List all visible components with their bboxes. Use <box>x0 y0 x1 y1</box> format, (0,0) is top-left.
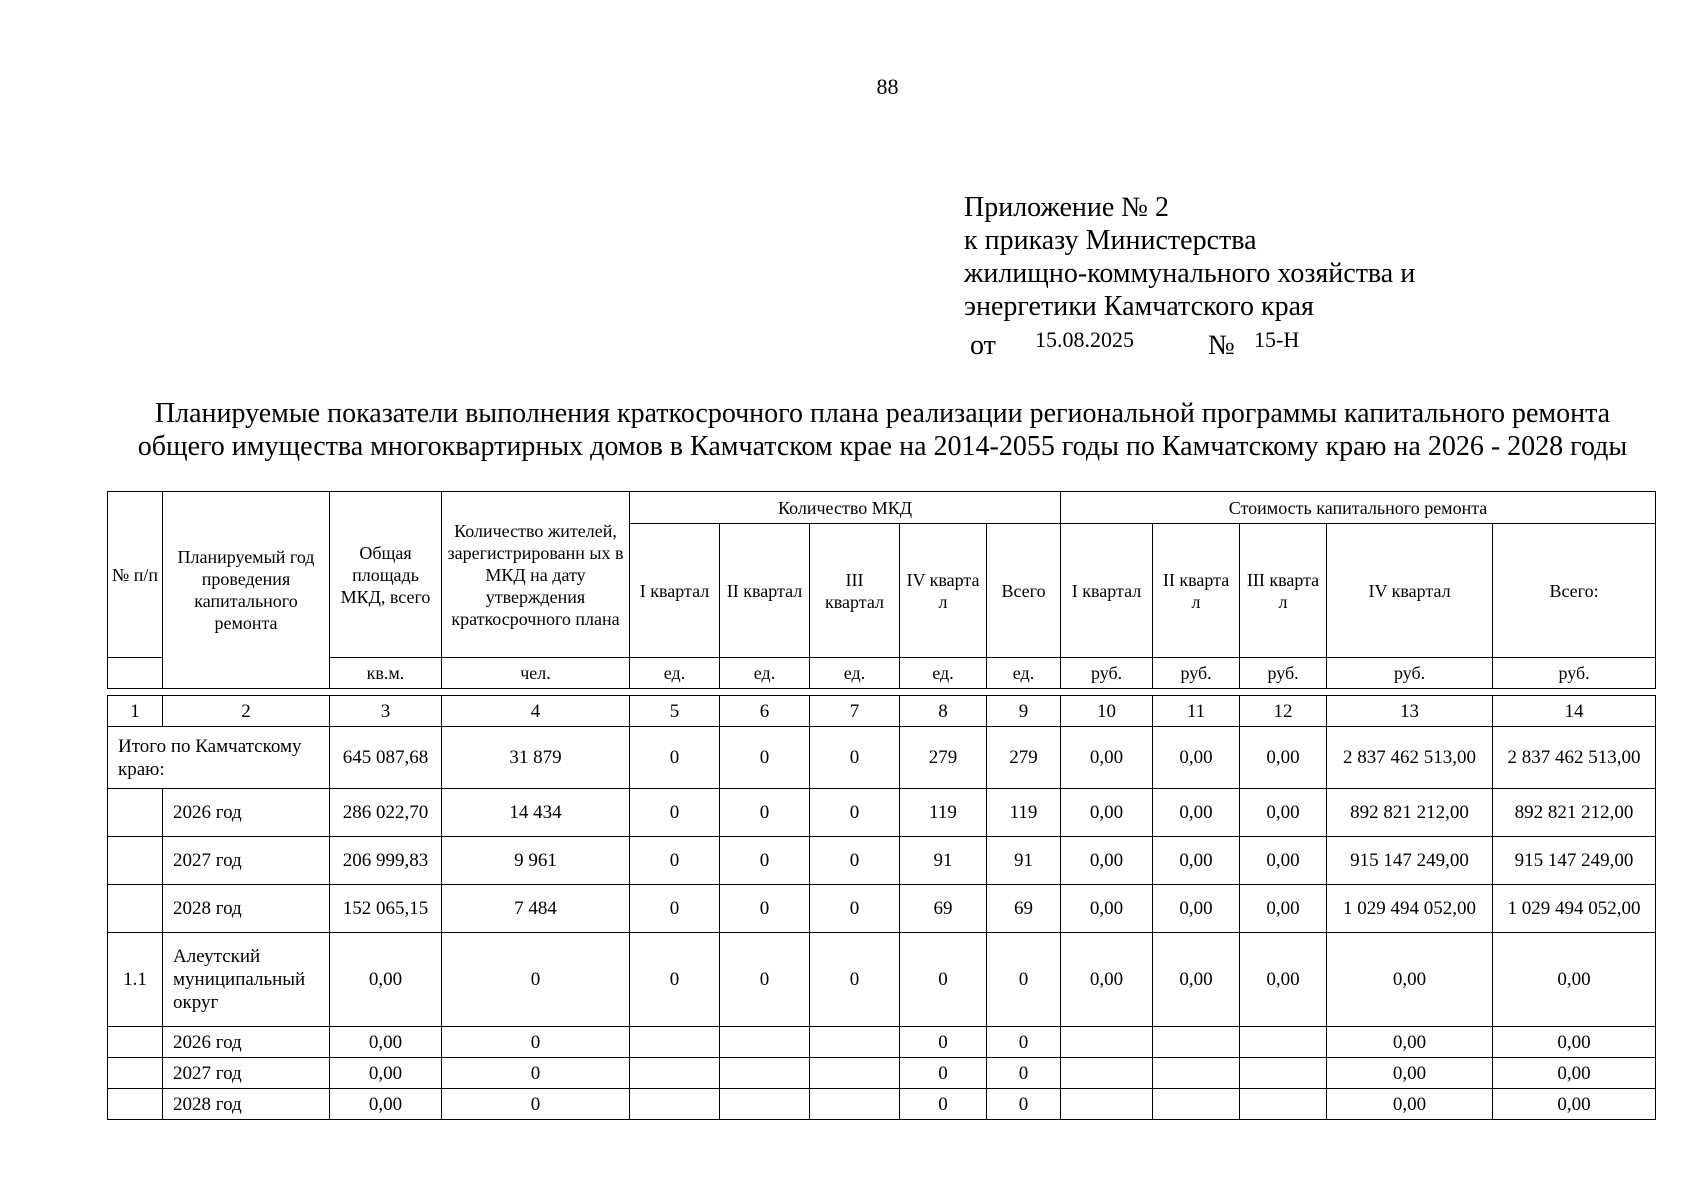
unit-cell: руб. <box>1493 658 1656 689</box>
header-mkd-group: Количество МКД <box>630 492 1061 524</box>
cell-cost-q2 <box>1153 1089 1240 1120</box>
unit-cell: руб. <box>1240 658 1327 689</box>
unit-cell: ед. <box>720 658 810 689</box>
header-mkd-q4: IV кварта л <box>900 524 987 658</box>
cell-mkd-q1: 0 <box>630 933 720 1027</box>
total-cost-q3: 0,00 <box>1240 727 1327 789</box>
total-residents: 31 879 <box>442 727 630 789</box>
cell-cost-q1 <box>1061 1058 1153 1089</box>
header-cost-group: Стоимость капитального ремонта <box>1061 492 1656 524</box>
cell-residents: 9 961 <box>442 837 630 885</box>
cell-mkd-q4: 0 <box>900 1089 987 1120</box>
appendix-line: энергетики Камчатского края <box>964 291 1314 322</box>
table-row <box>108 837 1656 885</box>
header-mkd-total: Всего <box>987 524 1061 658</box>
cell-cost-total: 0,00 <box>1493 933 1656 1027</box>
cell-residents: 7 484 <box>442 885 630 933</box>
cell-cost-q4: 1 029 494 052,00 <box>1327 885 1493 933</box>
cell-cost-q3 <box>1240 1027 1327 1058</box>
cell-mkd-q1: 0 <box>630 885 720 933</box>
title-line-2: общего имущества многоквартирных домов в Камчатском крае на 2014-2055 годы по Камчатскому краю на 2026 - 2028 годы <box>137 431 1628 462</box>
cell-cost-q4: 0,00 <box>1327 933 1493 1027</box>
cell-mkd-total: 0 <box>987 1089 1061 1120</box>
total-cost-q1: 0,00 <box>1061 727 1153 789</box>
cell-cost-q2 <box>1153 1058 1240 1089</box>
table-row <box>108 933 1656 1027</box>
cell-mkd-total: 0 <box>987 933 1061 1027</box>
cell-mkd-q2: 0 <box>720 885 810 933</box>
cell-cost-q3: 0,00 <box>1240 789 1327 837</box>
cell-mkd-total: 0 <box>987 1027 1061 1058</box>
total-cost-total: 2 837 462 513,00 <box>1493 727 1656 789</box>
cell-mkd-q4: 119 <box>900 789 987 837</box>
row-label: 2026 год <box>163 1027 330 1058</box>
unit-cell: ед. <box>900 658 987 689</box>
cell-cost-q1: 0,00 <box>1061 885 1153 933</box>
cell-mkd-q1 <box>630 1089 720 1120</box>
header-residents: Количество жителей, зарегистрированн ых в МКД на дату утверждения краткосрочного плана <box>442 492 630 658</box>
cell-cost-q4: 0,00 <box>1327 1027 1493 1058</box>
cell-cost-total: 892 821 212,00 <box>1493 789 1656 837</box>
cell-mkd-q4: 69 <box>900 885 987 933</box>
cell-area: 0,00 <box>330 1027 442 1058</box>
row-num <box>108 1089 163 1120</box>
cell-mkd-q1 <box>630 1058 720 1089</box>
table-row <box>108 1027 1656 1058</box>
cell-cost-q4: 892 821 212,00 <box>1327 789 1493 837</box>
cell-cost-q3 <box>1240 1058 1327 1089</box>
cell-mkd-q2 <box>720 1058 810 1089</box>
unit-cell: руб. <box>1327 658 1493 689</box>
header-cost-total: Всего: <box>1493 524 1656 658</box>
cell-residents: 0 <box>442 1058 630 1089</box>
total-mkd-q4: 279 <box>900 727 987 789</box>
order-date: 15.08.2025 <box>1035 327 1134 352</box>
header-cost-q4: IV квартал <box>1327 524 1493 658</box>
cell-mkd-q4: 0 <box>900 1027 987 1058</box>
row-num <box>108 1027 163 1058</box>
table-row <box>108 789 1656 837</box>
row-num <box>108 885 163 933</box>
unit-cell: ед. <box>987 658 1061 689</box>
cell-cost-q1: 0,00 <box>1061 837 1153 885</box>
cell-cost-q1 <box>1061 1027 1153 1058</box>
header-cost-q3: III кварта л <box>1240 524 1327 658</box>
cell-mkd-total: 0 <box>987 1058 1061 1089</box>
header-year: Планируемый год проведения капитального ремонта <box>163 492 330 689</box>
column-number: 3 <box>330 696 442 727</box>
cell-cost-q3: 0,00 <box>1240 933 1327 1027</box>
indicators-table <box>107 491 1655 1120</box>
cell-mkd-q3 <box>810 1089 900 1120</box>
header-num: № п/п <box>108 492 163 658</box>
cell-cost-q1: 0,00 <box>1061 933 1153 1027</box>
table-row <box>108 1089 1656 1120</box>
column-number: 1 <box>108 696 163 727</box>
table-header <box>107 491 1656 689</box>
unit-cell: чел. <box>442 658 630 689</box>
appendix-line: к приказу Министерства <box>964 225 1257 256</box>
cell-mkd-q1: 0 <box>630 789 720 837</box>
cell-residents: 0 <box>442 1089 630 1120</box>
document-title <box>110 397 1655 463</box>
row-label: Алеутский муниципальный округ <box>163 933 330 1027</box>
cell-cost-total: 0,00 <box>1493 1058 1656 1089</box>
table-row <box>108 885 1656 933</box>
title-line-1: Планируемые показатели выполнения краткосрочного плана реализации региональной программы капитального ремонта <box>154 398 1611 429</box>
total-mkd-q3: 0 <box>810 727 900 789</box>
cell-residents: 0 <box>442 933 630 1027</box>
table-row <box>108 1058 1656 1089</box>
column-number: 13 <box>1327 696 1493 727</box>
cell-mkd-total: 119 <box>987 789 1061 837</box>
row-label: 2027 год <box>163 1058 330 1089</box>
row-label: 2026 год <box>163 789 330 837</box>
unit-cell: руб. <box>1153 658 1240 689</box>
cell-residents: 14 434 <box>442 789 630 837</box>
cell-cost-q1: 0,00 <box>1061 789 1153 837</box>
column-number: 12 <box>1240 696 1327 727</box>
total-mkd-total: 279 <box>987 727 1061 789</box>
order-number: 15-Н <box>1254 327 1300 352</box>
row-num <box>108 789 163 837</box>
column-number: 6 <box>720 696 810 727</box>
cell-mkd-q2: 0 <box>720 933 810 1027</box>
cell-cost-q3: 0,00 <box>1240 837 1327 885</box>
order-reference <box>964 323 1415 361</box>
order-number-label: № <box>1208 330 1235 361</box>
column-number: 7 <box>810 696 900 727</box>
header-mkd-q3: III квартал <box>810 524 900 658</box>
row-label: 2028 год <box>163 1089 330 1120</box>
unit-cell: ед. <box>810 658 900 689</box>
order-from-label: от <box>970 330 996 361</box>
column-number: 2 <box>163 696 330 727</box>
page-number: 88 <box>876 74 899 99</box>
column-number: 9 <box>987 696 1061 727</box>
cell-mkd-q3 <box>810 1027 900 1058</box>
column-number: 10 <box>1061 696 1153 727</box>
cell-mkd-q3: 0 <box>810 837 900 885</box>
cell-mkd-q1 <box>630 1027 720 1058</box>
unit-cell: ед. <box>630 658 720 689</box>
column-number: 4 <box>442 696 630 727</box>
column-number-row <box>108 696 1656 727</box>
total-cost-q4: 2 837 462 513,00 <box>1327 727 1493 789</box>
cell-mkd-q2 <box>720 1089 810 1120</box>
header-area: Общая площадь МКД, всего <box>330 492 442 658</box>
row-label: 2028 год <box>163 885 330 933</box>
cell-mkd-total: 69 <box>987 885 1061 933</box>
cell-area: 286 022,70 <box>330 789 442 837</box>
cell-cost-q3: 0,00 <box>1240 885 1327 933</box>
cell-mkd-q4: 0 <box>900 933 987 1027</box>
header-cost-q1: I квартал <box>1061 524 1153 658</box>
column-number: 14 <box>1493 696 1656 727</box>
header-mkd-q1: I квартал <box>630 524 720 658</box>
cell-area: 0,00 <box>330 933 442 1027</box>
cell-mkd-q3: 0 <box>810 789 900 837</box>
cell-cost-q4: 915 147 249,00 <box>1327 837 1493 885</box>
cell-cost-total: 0,00 <box>1493 1089 1656 1120</box>
cell-mkd-total: 91 <box>987 837 1061 885</box>
cell-cost-q4: 0,00 <box>1327 1058 1493 1089</box>
cell-area: 0,00 <box>330 1089 442 1120</box>
cell-cost-total: 915 147 249,00 <box>1493 837 1656 885</box>
total-row <box>108 727 1656 789</box>
cell-mkd-q3: 0 <box>810 885 900 933</box>
cell-cost-q2: 0,00 <box>1153 933 1240 1027</box>
row-num <box>108 837 163 885</box>
cell-mkd-q1: 0 <box>630 837 720 885</box>
total-label: Итого по Камчатскому краю: <box>108 727 330 789</box>
cell-cost-q2 <box>1153 1027 1240 1058</box>
cell-mkd-q3: 0 <box>810 933 900 1027</box>
cell-mkd-q4: 91 <box>900 837 987 885</box>
unit-cell: кв.м. <box>330 658 442 689</box>
total-mkd-q2: 0 <box>720 727 810 789</box>
cell-residents: 0 <box>442 1027 630 1058</box>
cell-cost-total: 0,00 <box>1493 1027 1656 1058</box>
column-number: 8 <box>900 696 987 727</box>
total-cost-q2: 0,00 <box>1153 727 1240 789</box>
cell-mkd-q2 <box>720 1027 810 1058</box>
total-area: 645 087,68 <box>330 727 442 789</box>
table-body <box>107 695 1656 1120</box>
column-number: 11 <box>1153 696 1240 727</box>
cell-mkd-q3 <box>810 1058 900 1089</box>
cell-cost-q2: 0,00 <box>1153 789 1240 837</box>
column-number: 5 <box>630 696 720 727</box>
appendix-line: Приложение № 2 <box>964 192 1169 223</box>
row-num: 1.1 <box>108 933 163 1027</box>
cell-cost-q2: 0,00 <box>1153 885 1240 933</box>
cell-area: 0,00 <box>330 1058 442 1089</box>
header-mkd-q2: II квартал <box>720 524 810 658</box>
appendix-line: жилищно-коммунального хозяйства и <box>964 258 1416 289</box>
cell-mkd-q4: 0 <box>900 1058 987 1089</box>
cell-cost-total: 1 029 494 052,00 <box>1493 885 1656 933</box>
unit-empty <box>108 658 163 689</box>
unit-cell: руб. <box>1061 658 1153 689</box>
cell-mkd-q2: 0 <box>720 789 810 837</box>
cell-mkd-q2: 0 <box>720 837 810 885</box>
cell-area: 206 999,83 <box>330 837 442 885</box>
appendix-block <box>964 191 1416 361</box>
cell-cost-q1 <box>1061 1089 1153 1120</box>
cell-cost-q3 <box>1240 1089 1327 1120</box>
row-num <box>108 1058 163 1089</box>
cell-cost-q2: 0,00 <box>1153 837 1240 885</box>
header-cost-q2: II кварта л <box>1153 524 1240 658</box>
cell-cost-q4: 0,00 <box>1327 1089 1493 1120</box>
cell-area: 152 065,15 <box>330 885 442 933</box>
total-mkd-q1: 0 <box>630 727 720 789</box>
row-label: 2027 год <box>163 837 330 885</box>
